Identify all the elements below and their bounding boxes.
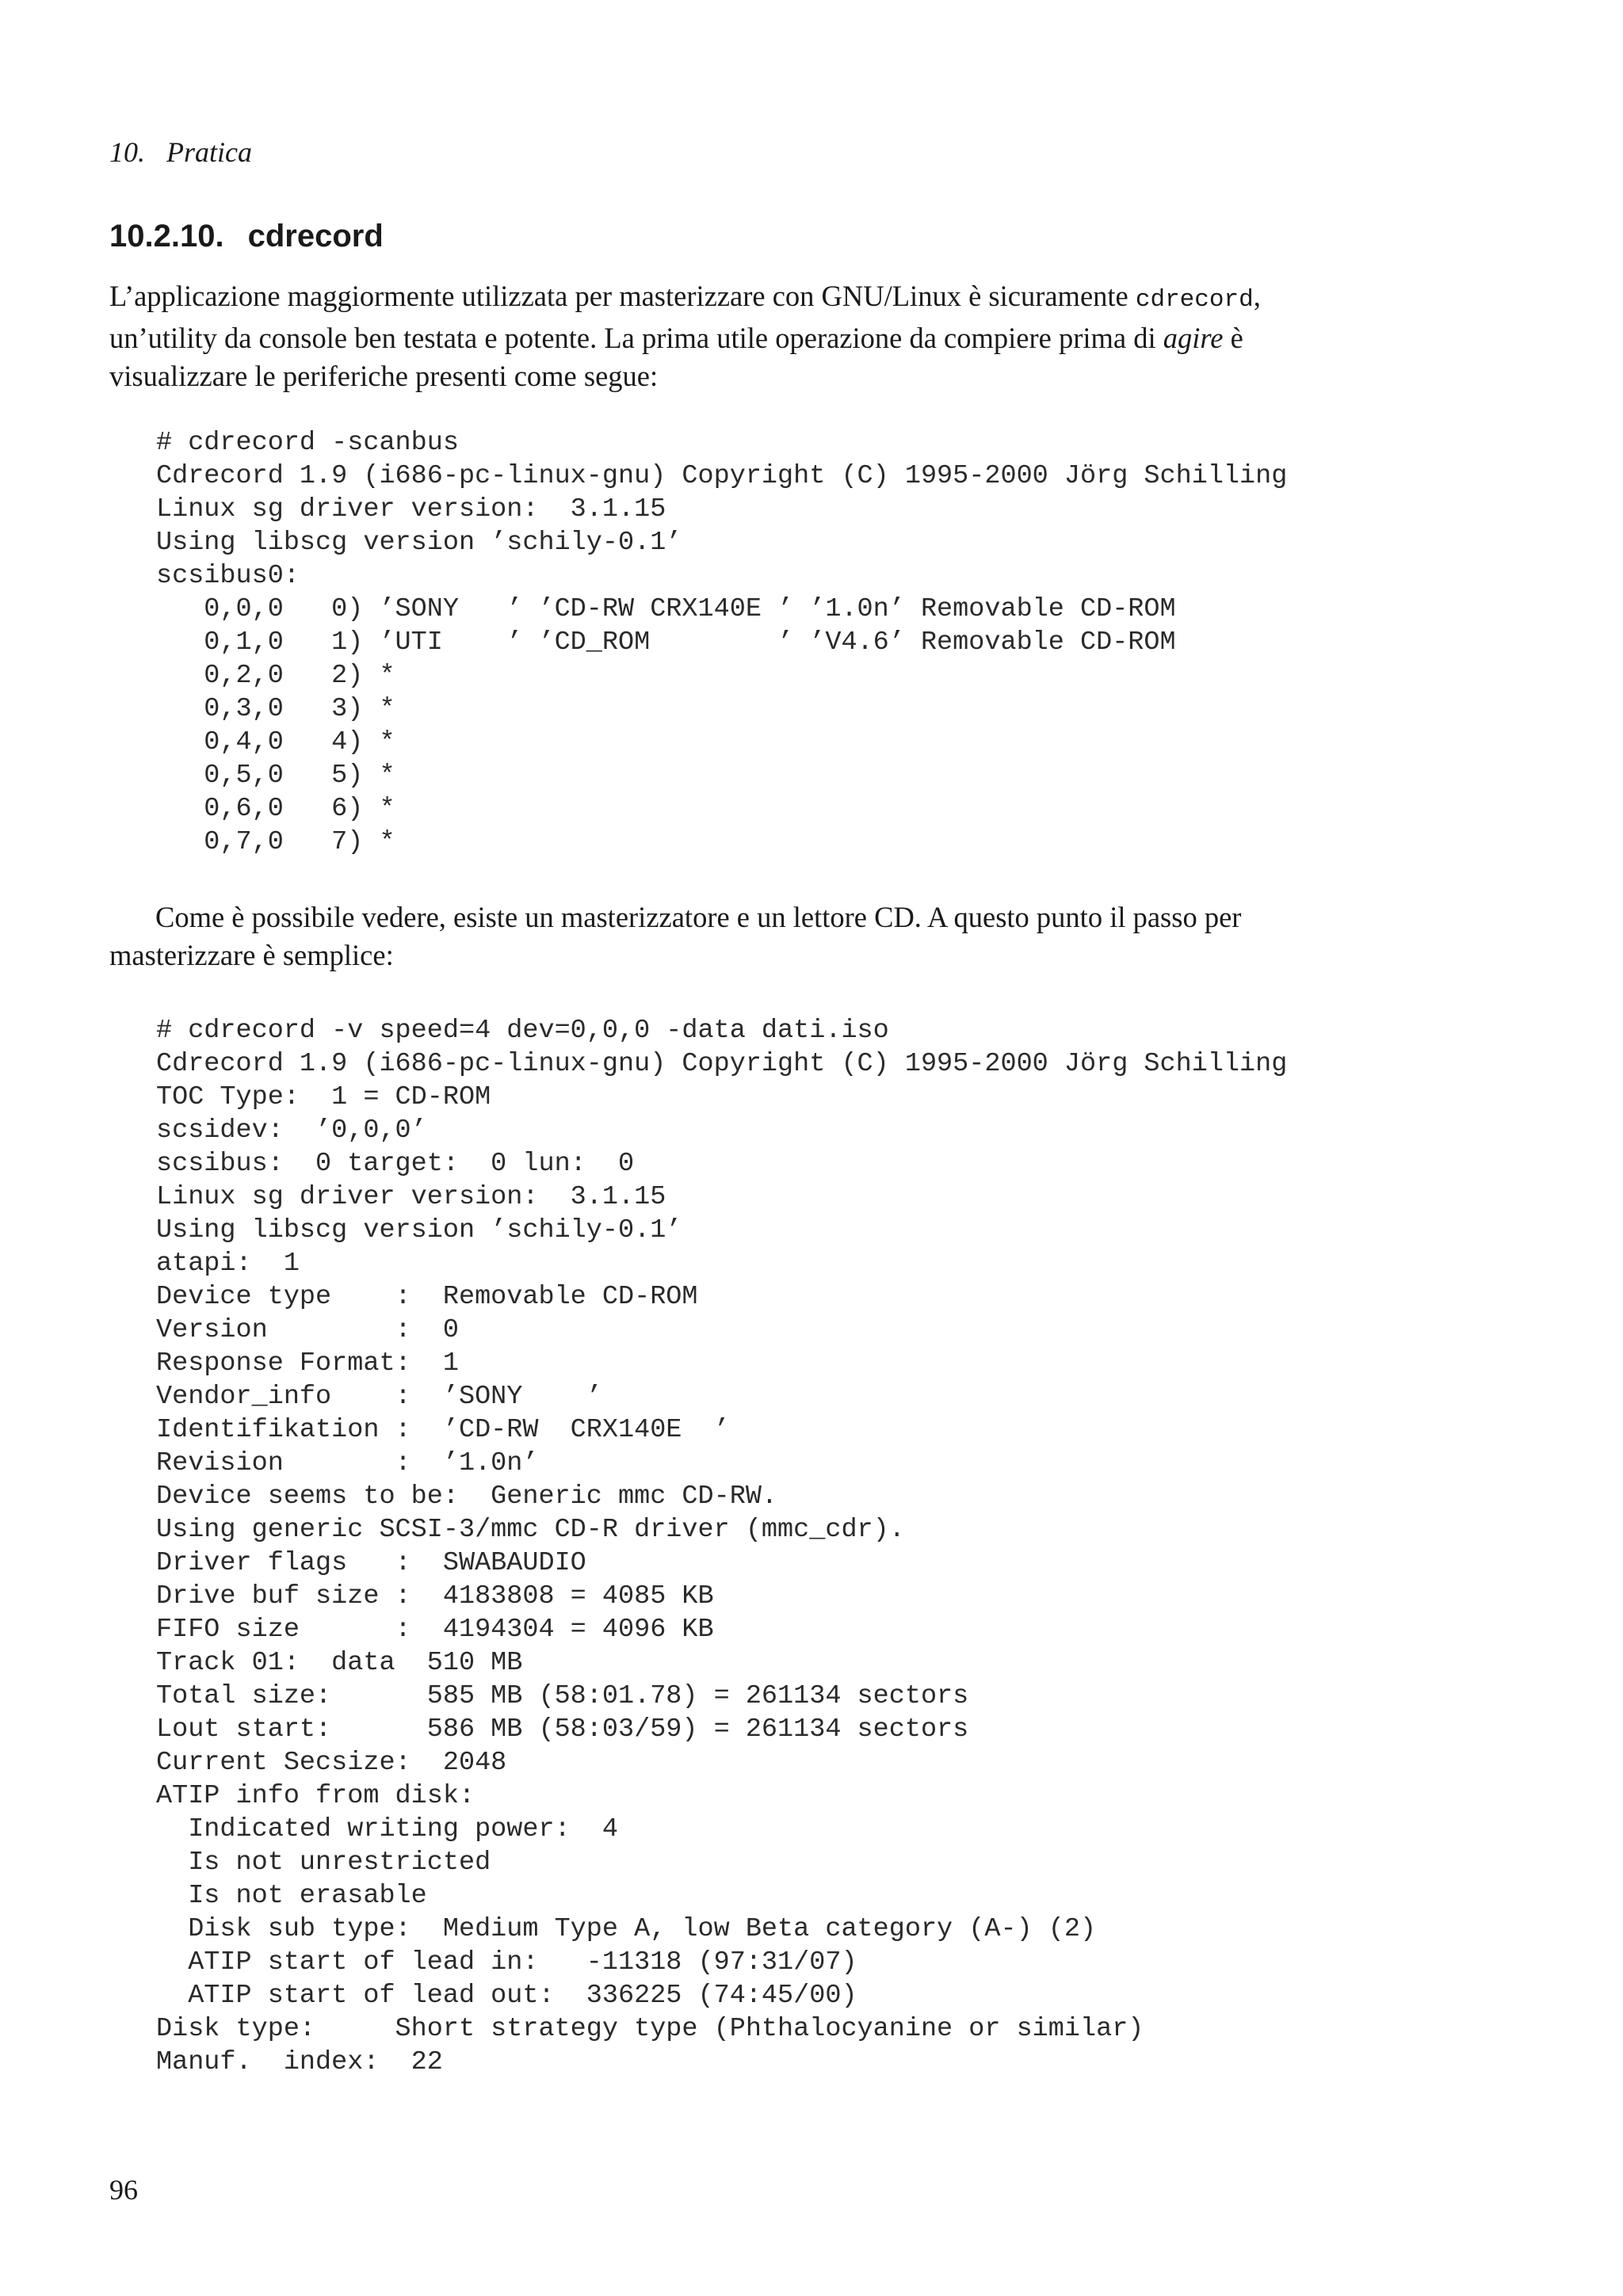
section-heading (109, 215, 384, 257)
scanbus-output-line: Cdrecord 1.9 (i686-pc-linux-gnu) Copyright (C) 1995-2000 Jörg Schilling (156, 461, 1288, 491)
scanbus-output-line: Using libscg version ’schily-0.1’ (156, 528, 682, 558)
burn-output-line: Indicated writing power: 4 (156, 1814, 618, 1844)
burn-output-line: Response Format: 1 (156, 1348, 459, 1379)
page-number: 96 (109, 2174, 138, 2206)
burn-output-line: Current Secsize: 2048 (156, 1748, 507, 1778)
burn-output-line: Version : 0 (156, 1315, 459, 1345)
burn-output-line: ATIP info from disk: (156, 1781, 475, 1811)
intro-line-2 (109, 319, 1425, 357)
middle-paragraph (109, 898, 1425, 974)
intro-line-3: visualizzare le periferiche presenti come segue: (109, 360, 659, 392)
burn-output-line: Device type : Removable CD-ROM (156, 1282, 698, 1312)
running-head-title: Pratica (166, 136, 252, 168)
burn-output-line: Cdrecord 1.9 (i686-pc-linux-gnu) Copyright (C) 1995-2000 Jörg Schilling (156, 1049, 1288, 1079)
running-head-number: 10. (109, 136, 145, 168)
scanbus-output-line: 0,2,0 2) * (156, 661, 395, 691)
inline-code-cdrecord: cdrecord (1135, 286, 1254, 314)
burn-output-line: Lout start: 586 MB (58:03/59) = 261134 sectors (156, 1714, 969, 1745)
burn-output-line: FIFO size : 4194304 = 4096 KB (156, 1615, 714, 1645)
burn-output-line: Driver flags : SWABAUDIO (156, 1548, 586, 1578)
intro-paragraph (109, 277, 1425, 395)
intro-line-2-end: è (1223, 322, 1243, 354)
burn-output-line: # cdrecord -v speed=4 dev=0,0,0 -data dati.iso (156, 1016, 889, 1046)
running-head (109, 133, 252, 171)
scanbus-output-line: # cdrecord -scanbus (156, 428, 459, 458)
burn-output-line: Identifikation : ’CD-RW CRX140E ’ (156, 1415, 730, 1445)
burn-output-line: ATIP start of lead in: -11318 (97:31/07) (156, 1947, 857, 1978)
burn-output-line: Device seems to be: Generic mmc CD-RW. (156, 1482, 778, 1512)
scanbus-output-line: 0,4,0 4) * (156, 727, 395, 757)
scanbus-output-line: 0,3,0 3) * (156, 694, 395, 724)
scanbus-output-line: 0,6,0 6) * (156, 794, 395, 824)
intro-line-1-end: , (1253, 280, 1261, 312)
burn-output-line: scsibus: 0 target: 0 lun: 0 (156, 1149, 635, 1179)
scanbus-output-line: 0,1,0 1) ’UTI ’ ’CD_ROM ’ ’V4.6’ Removable CD-ROM (156, 627, 1176, 658)
middle-line-1: Come è possibile vedere, esiste un masterizzatore e un lettore CD. A questo punto il passo per (155, 901, 1242, 933)
intro-line-1 (109, 277, 1425, 319)
burn-output-line: Revision : ’1.0n’ (156, 1448, 539, 1478)
scanbus-output-line: 0,5,0 5) * (156, 761, 395, 791)
burn-output-line: Is not unrestricted (156, 1848, 491, 1878)
emphasis-agire: agire (1163, 322, 1224, 354)
code-block-scanbus (156, 426, 1287, 859)
burn-output-line: Using generic SCSI-3/mmc CD-R driver (mmc_cdr). (156, 1515, 905, 1545)
section-number: 10.2.10. (109, 219, 224, 254)
burn-output-line: Is not erasable (156, 1881, 427, 1911)
scanbus-output-line: 0,7,0 7) * (156, 827, 395, 857)
burn-output-line: Disk sub type: Medium Type A, low Beta category (A-) (2) (156, 1914, 1097, 1944)
section-title: cdrecord (247, 219, 384, 254)
middle-line-2: masterizzare è semplice: (109, 939, 394, 971)
burn-output-line: Linux sg driver version: 3.1.15 (156, 1182, 666, 1212)
intro-line-1-text: L’applicazione maggiormente utilizzata per masterizzare con GNU/Linux è sicuramente (109, 280, 1136, 312)
burn-output-line: Using libscg version ’schily-0.1’ (156, 1215, 682, 1245)
burn-output-line: Disk type: Short strategy type (Phthalocyanine or similar) (156, 2014, 1144, 2044)
burn-output-line: scsidev: ’0,0,0’ (156, 1116, 427, 1146)
code-block-burn (156, 1014, 1287, 2079)
scanbus-output-line: Linux sg driver version: 3.1.15 (156, 494, 666, 524)
burn-output-line: TOC Type: 1 = CD-ROM (156, 1082, 491, 1112)
scanbus-output-line: scsibus0: (156, 561, 300, 591)
scanbus-output-line: 0,0,0 0) ’SONY ’ ’CD-RW CRX140E ’ ’1.0n’ Removable CD-ROM (156, 594, 1176, 624)
burn-output-line: Manuf. index: 22 (156, 2047, 443, 2077)
burn-output-line: atapi: 1 (156, 1249, 300, 1279)
burn-output-line: Vendor_info : ’SONY ’ (156, 1382, 602, 1412)
burn-output-line: Track 01: data 510 MB (156, 1648, 523, 1678)
burn-output-line: Total size: 585 MB (58:01.78) = 261134 sectors (156, 1681, 969, 1711)
burn-output-line: ATIP start of lead out: 336225 (74:45/00) (156, 1981, 857, 2011)
burn-output-line: Drive buf size : 4183808 = 4085 KB (156, 1581, 714, 1611)
intro-line-2-text: un’utility da console ben testata e potente. La prima utile operazione da compiere prima di (109, 322, 1163, 354)
